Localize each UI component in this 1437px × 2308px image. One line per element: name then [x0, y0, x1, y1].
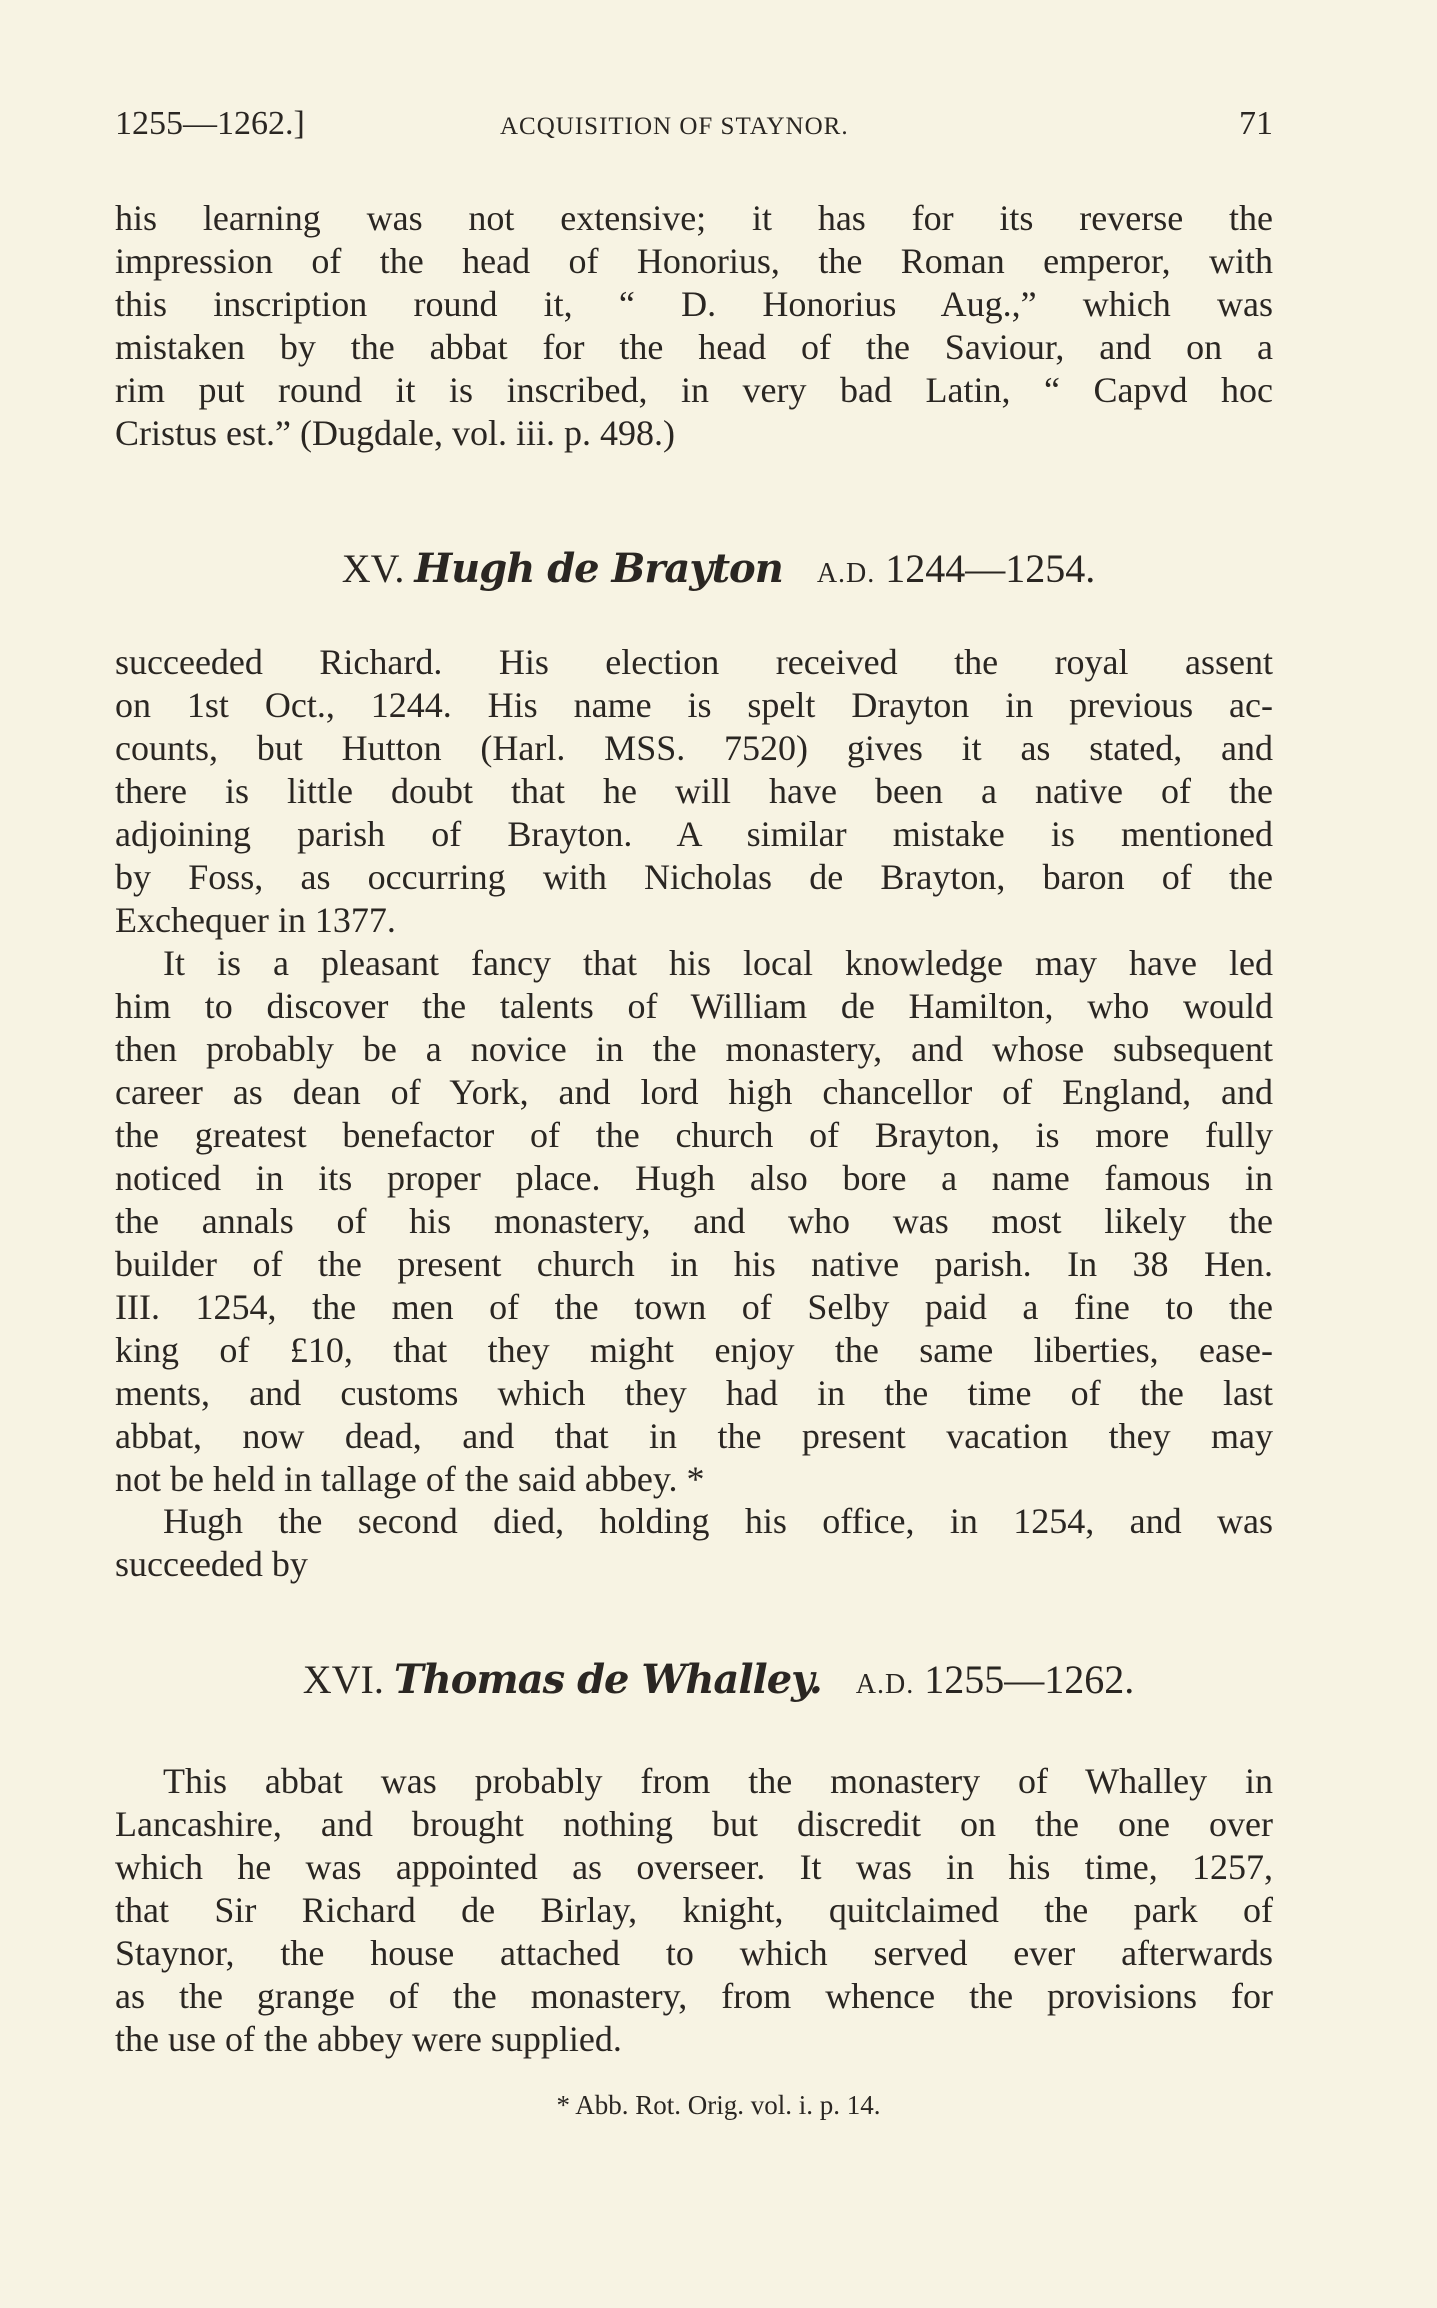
- text-line: on 1st Oct., 1244. His name is spelt Drayton in previous ac-: [115, 685, 1273, 725]
- text-line: noticed in its proper place. Hugh also bore a name famous in: [115, 1158, 1273, 1198]
- text-line: adjoining parish of Brayton. A similar mistake is mentioned: [115, 814, 1273, 854]
- heading-years: 1255—1262.: [924, 1657, 1135, 1702]
- text-line: Cristus est.” (Dugdale, vol. iii. p. 498.): [115, 413, 675, 453]
- running-head-title: ACQUISITION OF STAYNOR.: [500, 113, 849, 140]
- heading-name: Hugh de Brayton: [414, 545, 783, 592]
- text-line: abbat, now dead, and that in the present vacation they may: [115, 1416, 1273, 1456]
- text-line: there is little doubt that he will have been a native of the: [115, 771, 1273, 811]
- text-line: which he was appointed as overseer. It was in his time, 1257,: [115, 1847, 1273, 1887]
- text-line: This abbat was probably from the monastery of Whalley in: [163, 1761, 1273, 1801]
- text-line: III. 1254, the men of the town of Selby paid a fine to the: [115, 1287, 1273, 1327]
- heading-years: 1244—1254.: [885, 546, 1096, 591]
- text-line: rim put round it is inscribed, in very bad Latin, “ Capvd hoc: [115, 370, 1273, 410]
- heading-ad: A.D.: [816, 558, 876, 589]
- heading-name: Thomas de Whalley.: [393, 1656, 822, 1703]
- paragraph-1: [115, 197, 1273, 455]
- text-line: Staynor, the house attached to which served ever afterwards: [115, 1933, 1273, 1973]
- section-heading-xv: [0, 545, 1437, 592]
- heading-numeral: XV.: [341, 546, 405, 591]
- text-line: counts, but Hutton (Harl. MSS. 7520) gives it as stated, and: [115, 728, 1273, 768]
- text-line: then probably be a novice in the monastery, and whose subsequent: [115, 1029, 1273, 1069]
- text-line: this inscription round it, “ D. Honorius Aug.,” which was: [115, 284, 1273, 324]
- text-line: the greatest benefactor of the church of Brayton, is more fully: [115, 1115, 1273, 1155]
- text-line: that Sir Richard de Birlay, knight, quitclaimed the park of: [115, 1890, 1273, 1930]
- text-line: succeeded by: [115, 1544, 308, 1584]
- running-head-dates: 1255—1262.]: [115, 105, 305, 142]
- footnote: * Abb. Rot. Orig. vol. i. p. 14.: [556, 2090, 881, 2120]
- paragraph-4: [115, 1500, 1273, 1586]
- text-line: succeeded Richard. His election received the royal assent: [115, 642, 1273, 682]
- text-line: impression of the head of Honorius, the Roman emperor, with: [115, 241, 1273, 281]
- section-heading-xvi: [0, 1656, 1437, 1703]
- text-line: as the grange of the monastery, from whence the provisions for: [115, 1976, 1273, 2016]
- text-line: not be held in tallage of the said abbey. *: [115, 1459, 705, 1499]
- paragraph-2: [115, 641, 1273, 942]
- text-line: him to discover the talents of William de Hamilton, who would: [115, 986, 1273, 1026]
- text-line: builder of the present church in his native parish. In 38 Hen.: [115, 1244, 1273, 1284]
- paragraph-5: [115, 1760, 1273, 2061]
- page-number: 71: [1239, 105, 1273, 142]
- text-line: his learning was not extensive; it has for its reverse the: [115, 198, 1273, 238]
- heading-ad: A.D.: [855, 1669, 915, 1700]
- text-line: Lancashire, and brought nothing but discredit on the one over: [115, 1804, 1273, 1844]
- paragraph-3: [115, 942, 1273, 1501]
- text-line: It is a pleasant fancy that his local knowledge may have led: [163, 943, 1273, 983]
- text-line: by Foss, as occurring with Nicholas de Brayton, baron of the: [115, 857, 1273, 897]
- text-line: ments, and customs which they had in the time of the last: [115, 1373, 1273, 1413]
- text-line: the annals of his monastery, and who was most likely the: [115, 1201, 1273, 1241]
- text-line: Hugh the second died, holding his office, in 1254, and was: [163, 1501, 1273, 1541]
- text-line: the use of the abbey were supplied.: [115, 2019, 622, 2059]
- text-line: king of £10, that they might enjoy the same liberties, ease-: [115, 1330, 1273, 1370]
- text-line: mistaken by the abbat for the head of the Saviour, and on a: [115, 327, 1273, 367]
- text-line: Exchequer in 1377.: [115, 900, 396, 940]
- text-line: career as dean of York, and lord high chancellor of England, and: [115, 1072, 1273, 1112]
- heading-numeral: XVI.: [302, 1657, 384, 1702]
